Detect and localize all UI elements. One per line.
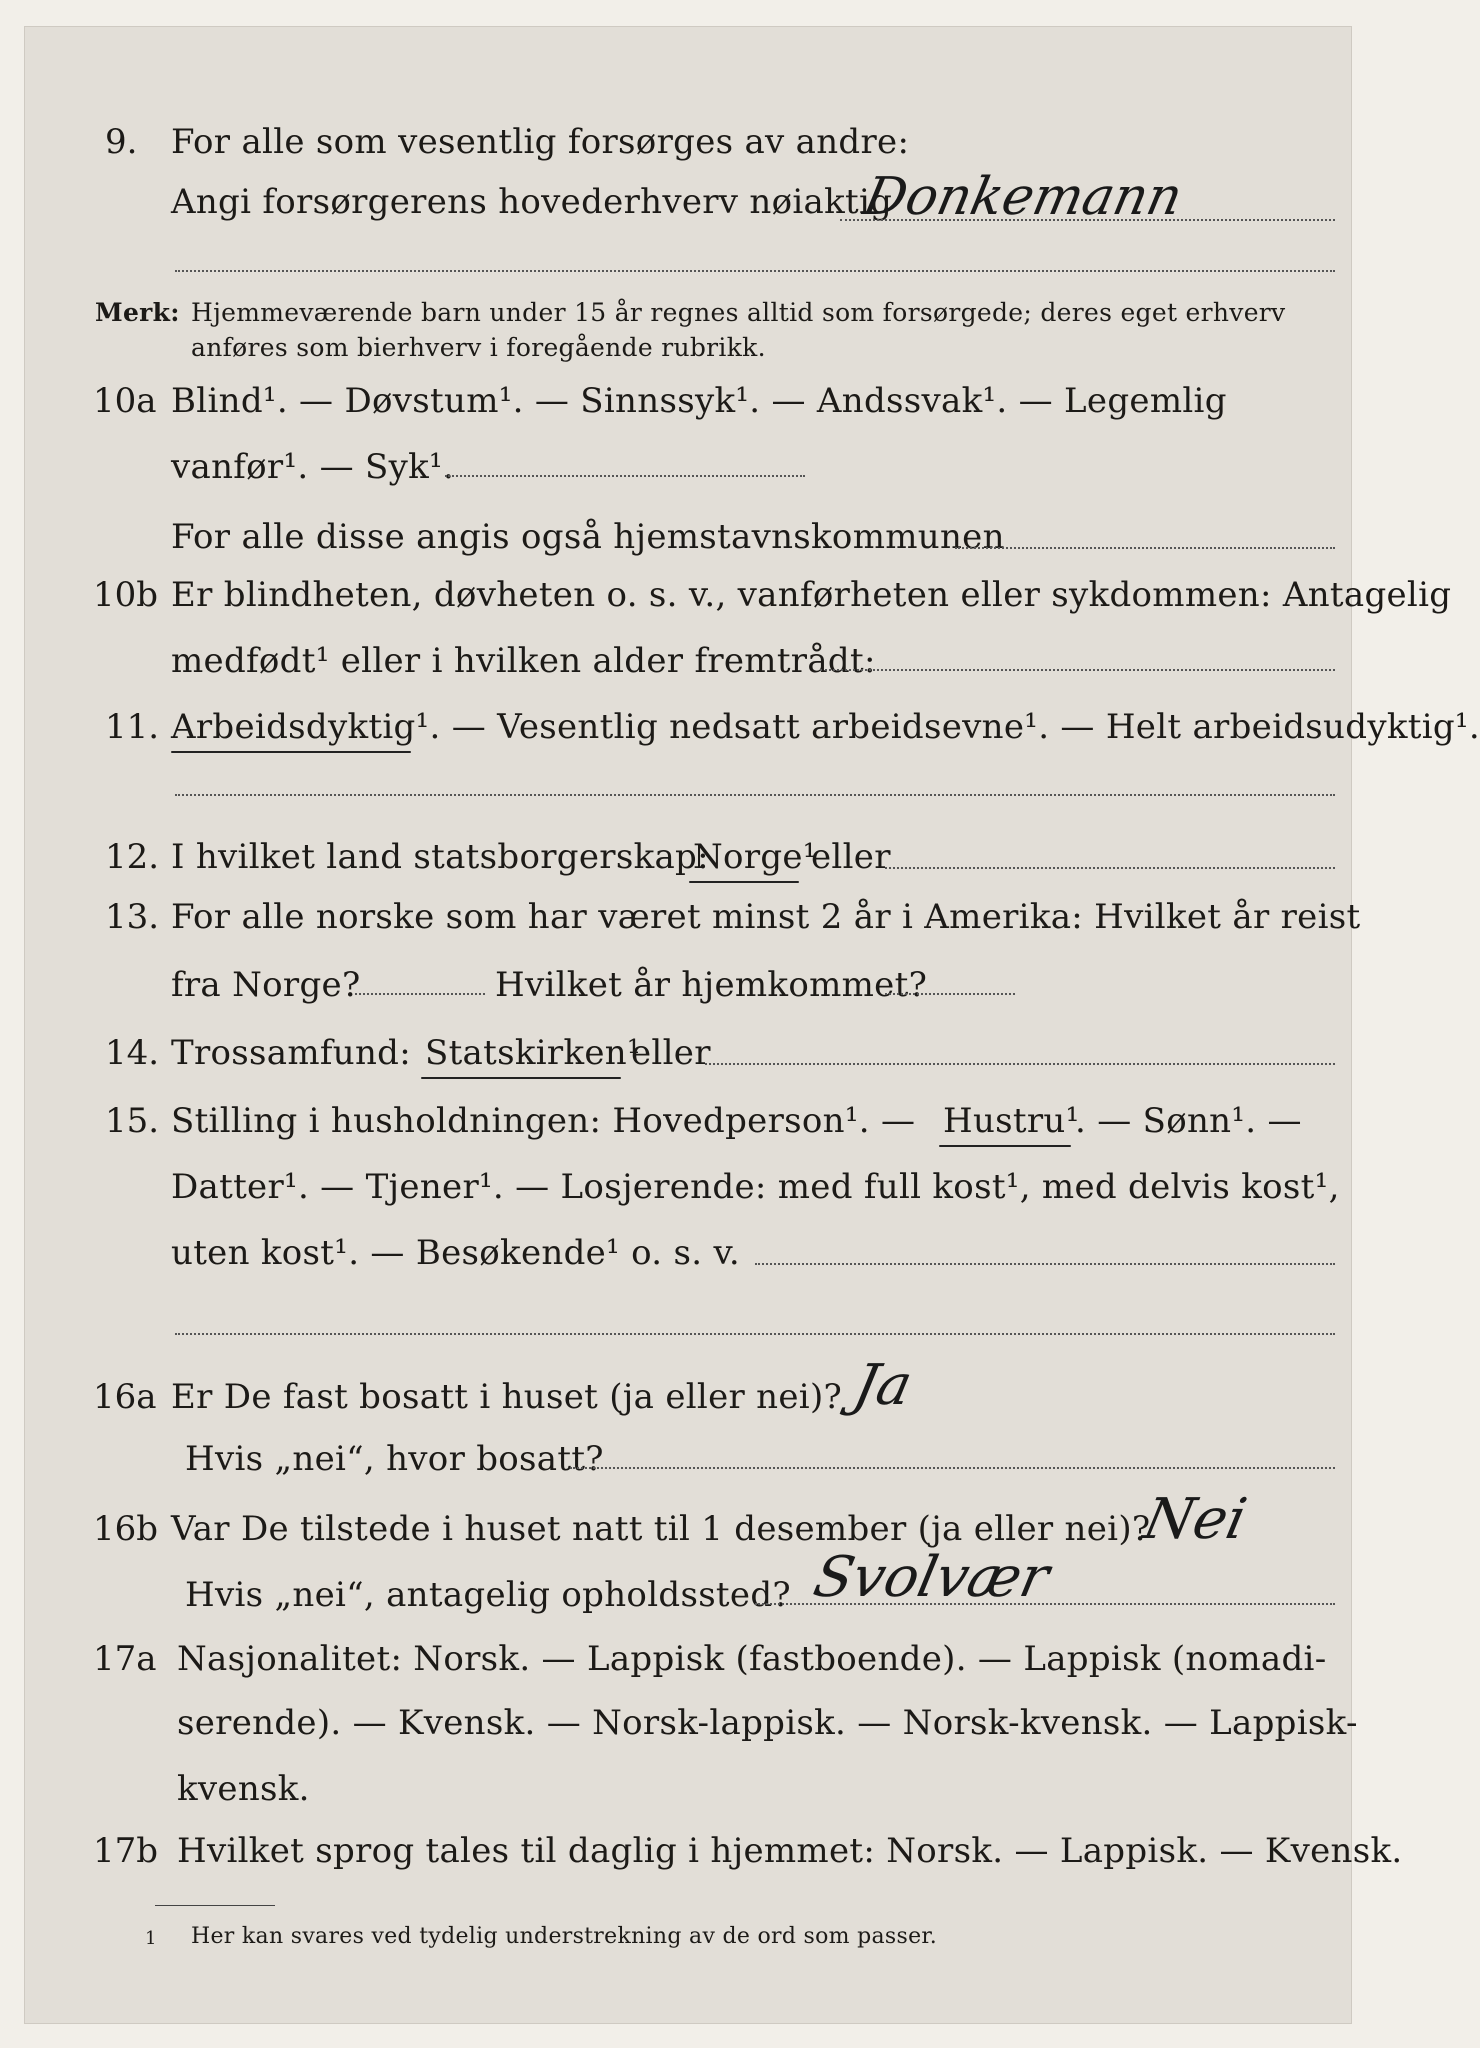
q15-number: 15. <box>105 1101 160 1141</box>
q14-after: eller <box>631 1033 711 1073</box>
q10a-kommune-line <box>955 547 1335 549</box>
q17b-line1: Hvilket sprog tales til daglig i hjemmet: Norsk. — Lappisk. — Kvensk. <box>177 1831 1403 1871</box>
q15-line1a: Stilling i husholdningen: Hovedperson¹. — <box>171 1101 916 1141</box>
q11-number: 11. <box>105 707 160 747</box>
q13-reist-line <box>355 993 485 995</box>
q17a-line2: serende). — Kvensk. — Norsk-lappisk. — Norsk-kvensk. — Lappisk- <box>177 1703 1358 1743</box>
q16b-handwritten-answer1: Nei <box>1138 1487 1252 1552</box>
q13-number: 13. <box>105 897 160 937</box>
q15-hustru: Hustru¹ <box>943 1101 1080 1141</box>
q14-answer-line <box>705 1063 1335 1065</box>
q11-underline <box>171 751 411 753</box>
q12-norge: Norge¹ <box>693 837 817 877</box>
q12-number: 12. <box>105 837 160 877</box>
q16a-answer-line <box>570 1467 1335 1469</box>
q15-line3: uten kost¹. — Besøkende¹ o. s. v. <box>171 1233 741 1273</box>
q10b-answer-line <box>820 669 1335 671</box>
footnote-text: Her kan svares ved tydelig understrekning av de ord som passer. <box>191 1924 938 1949</box>
q16a-line2: Hvis „nei“, hvor bosatt? <box>185 1439 604 1479</box>
q10a-syk-line <box>445 475 805 477</box>
footnote-rule <box>155 1905 275 1906</box>
q9-line1: For alle som vesentlig forsørges av andre: <box>171 122 910 162</box>
q13-line2a: fra Norge? <box>171 965 361 1005</box>
q10a-line2: vanfør¹. — Syk¹. <box>171 447 455 487</box>
q16b-number: 16b <box>93 1509 159 1549</box>
q11-rest: — Vesentlig nedsatt arbeidsevne¹. — Helt arbeidsudyktig¹. <box>440 707 1480 747</box>
form-page <box>24 26 1480 2024</box>
q13-hjem-line <box>885 993 1015 995</box>
q12-before: I hvilket land statsborgerskap: <box>171 837 709 877</box>
q15-extra-line <box>175 1333 1335 1335</box>
q17a-number: 17a <box>93 1639 157 1679</box>
q16a-handwritten-answer: Ja <box>848 1353 918 1418</box>
q10b-line1: Er blindheten, døvheten o. s. v., vanførheten eller sykdommen: Antagelig <box>171 575 1452 615</box>
q17a-line1: Nasjonalitet: Norsk. — Lappisk (fastboende). — Lappisk (nomadi- <box>177 1639 1327 1679</box>
merk-label: Merk: <box>95 298 180 327</box>
q16a-number: 16a <box>93 1377 157 1417</box>
q13-line2b: Hvilket år hjemkommet? <box>495 965 928 1005</box>
merk-line1: Hjemmeværende barn under 15 år regnes alltid som forsørgede; deres eget erhverv <box>191 298 1286 327</box>
q11-text <box>171 707 1480 747</box>
q12-underline <box>689 881 799 883</box>
footnote-mark: 1 <box>145 1928 157 1949</box>
q10b-line2: medfødt¹ eller i hvilken alder fremtrådt: <box>171 641 876 681</box>
q11-arbeidsdyktig: Arbeidsdyktig¹. <box>171 707 441 747</box>
q16b-line2: Hvis „nei“, antagelig opholdssted? <box>185 1575 791 1615</box>
q17b-number: 17b <box>93 1831 159 1871</box>
q12-answer-line <box>885 867 1335 869</box>
q14-number: 14. <box>105 1033 160 1073</box>
q10b-number: 10b <box>93 575 159 615</box>
q13-line1: For alle norske som har været minst 2 år i Amerika: Hvilket år reist <box>171 897 1361 937</box>
q9-extra-line <box>175 270 1335 272</box>
q15-line1b: . — Sønn¹. — <box>1075 1101 1302 1141</box>
q14-before: Trossamfund: <box>171 1033 412 1073</box>
q16a-line1: Er De fast bosatt i huset (ja eller nei)? <box>171 1377 843 1417</box>
q14-statskirken: Statskirken¹ <box>425 1033 641 1073</box>
q15-answer-line <box>755 1263 1335 1265</box>
q16b-handwritten-answer2: Svolvær <box>808 1545 1055 1610</box>
q16b-line1: Var De tilstede i huset natt til 1 desember (ja eller nei)? <box>171 1509 1151 1549</box>
q10a-line1: Blind¹. — Døvstum¹. — Sinnssyk¹. — Andssvak¹. — Legemlig <box>171 381 1227 421</box>
q9-number: 9. <box>105 122 138 162</box>
q11-extra-line <box>175 794 1335 796</box>
q9-line2: Angi forsørgerens hovederhverv nøiaktig <box>171 182 893 222</box>
q17a-line3: kvensk. <box>177 1769 310 1809</box>
q10a-number: 10a <box>93 381 157 421</box>
q15-line2: Datter¹. — Tjener¹. — Losjerende: med full kost¹, med delvis kost¹, <box>171 1167 1340 1207</box>
q14-underline <box>421 1077 621 1079</box>
q12-after: eller <box>811 837 891 877</box>
merk-line2: anføres som bierhverv i foregående rubrikk. <box>191 333 766 362</box>
q10a-line3: For alle disse angis også hjemstavnskommunen <box>171 517 1005 557</box>
q9-handwritten-answer: Donkemann <box>858 167 1188 227</box>
q15-underline <box>939 1145 1071 1147</box>
